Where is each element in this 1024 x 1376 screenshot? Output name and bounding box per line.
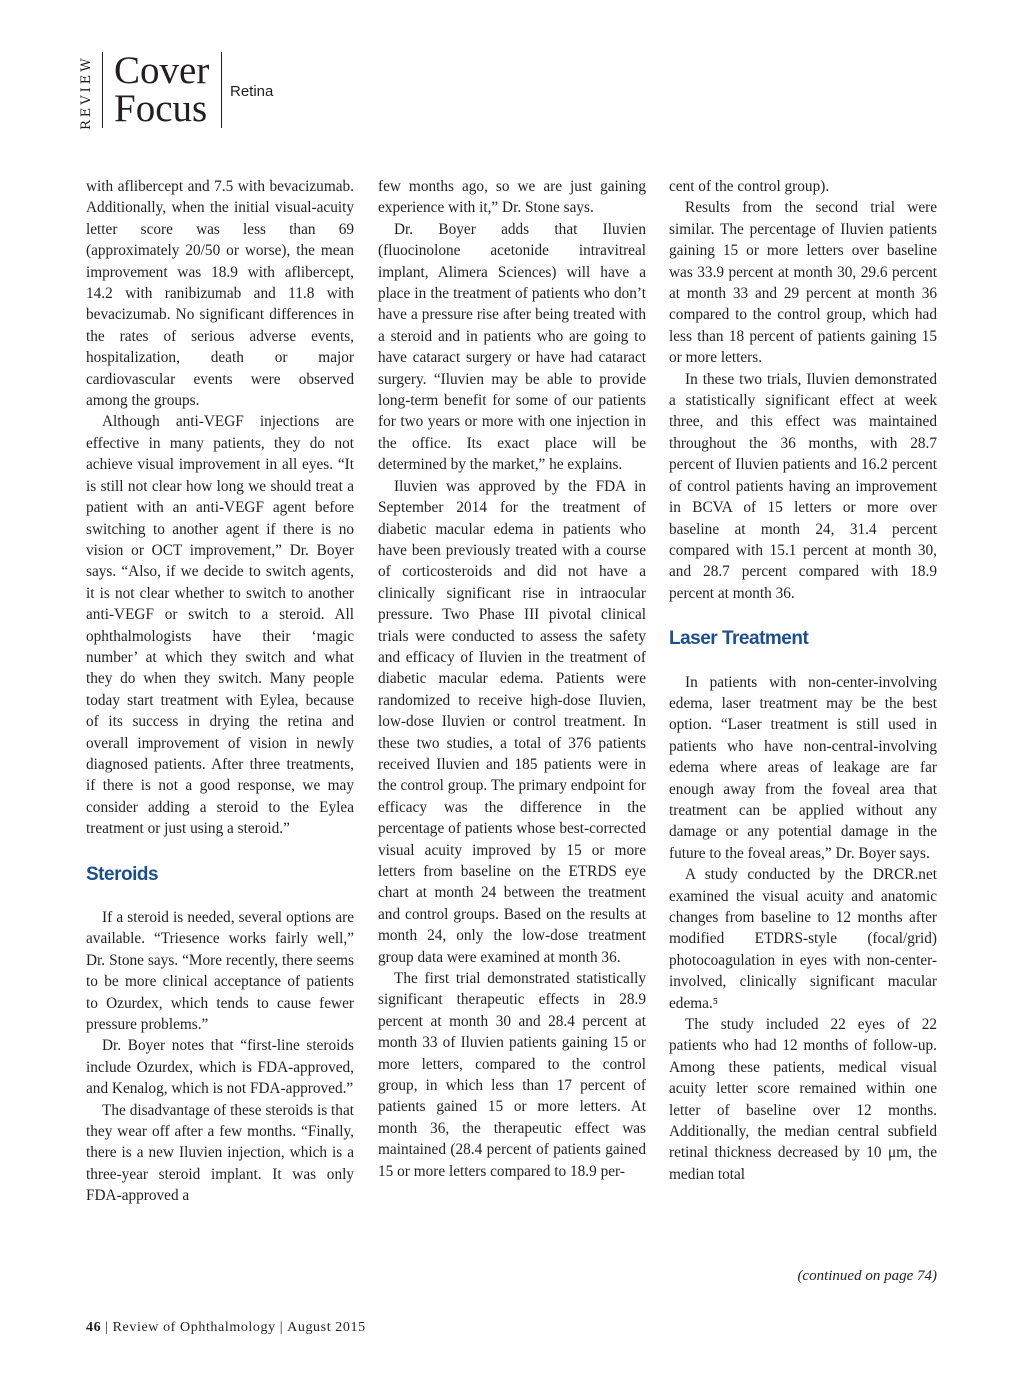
cover-focus-title-line1: Cover bbox=[114, 49, 210, 92]
footer-separator: | bbox=[105, 1320, 109, 1335]
publication-name: Review of Ophthalmology bbox=[112, 1320, 276, 1335]
article-paragraph: In patients with non-center-involving edema, laser treatment may be the best option. “Laser treatment is still used in patients who have non-central-involving edema where areas of leakage are far enough away from the foveal area that treatment can be applied without any damage or any potential damage in the future to the foveal areas,” Dr. Boyer says. bbox=[669, 673, 937, 862]
section-label: Retina bbox=[230, 83, 274, 100]
header-divider-left bbox=[102, 52, 103, 128]
page-footer bbox=[86, 1320, 366, 1336]
article-column-3 bbox=[669, 176, 937, 1185]
footer-separator: | bbox=[279, 1320, 284, 1335]
article-paragraph: A study conducted by the DRCR.net examined the visual acuity and anatomic changes from baseline to 12 months after modified ETDRS-style (focal/grid) photocoagulation in eyes with non-center-involved, clinically significant macular edema.⁵ bbox=[669, 866, 937, 1012]
article-paragraph: Dr. Boyer notes that “first-line steroids include Ozurdex, which is FDA-approved, and Kenalog, which is not FDA-approved.” bbox=[86, 1037, 354, 1098]
continued-note: (continued on page 74) bbox=[797, 1268, 937, 1284]
article-paragraph: few months ago, so we are just gaining experience with it,” Dr. Stone says. bbox=[378, 178, 646, 217]
article-paragraph: In these two trials, Iluvien demonstrated a statistically significant effect at week three, and this effect was maintained throughout the 36 months, with 28.7 percent of Iluvien patients and 16.2 percent of control patients having an improvement in BCVA of 15 letters or more over baseline at month 24, 31.4 percent compared with 15.1 percent at month 30, and 28.7 percent compared with 18.9 percent at month 36. bbox=[669, 370, 937, 602]
article-paragraph: Results from the second trial were similar. The percentage of Iluvien patients gaining 15 or more letters over baseline was 33.9 percent at month 30, 29.6 percent at month 33 and 29 percent at month 36 compared to the control group, which had less than 18 percent of patients gaining 15 or more letters. bbox=[669, 199, 937, 367]
article-paragraph: The disadvantage of these steroids is that they wear off after a few months. “Finally, there is a new Iluvien injection, which is a three-year steroid implant. It was only FDA-approved a bbox=[86, 1101, 354, 1205]
article-paragraph: Iluvien was approved by the FDA in September 2014 for the treatment of diabetic macular edema in patients who have been previously treated with a course of corticosteroids and did not have a clinically significant rise in intraocular pressure. Two Phase III pivotal clinical trials were conducted to assess the safety and efficacy of Iluvien in the treatment of diabetic macular edema. Patients were randomized to receive high-dose Iluvien, low-dose Iluvien or control treatment. In these two studies, a total of 376 patients received Iluvien and 185 patients were in the control group. The primary endpoint for efficacy was the difference in the percentage of patients whose best-corrected visual acuity improved by 15 or more letters from baseline on the ETRDS eye chart at month 24 between the treatment and control groups. Based on the results at month 24, only the low-dose treatment group data were examined at month 36. bbox=[378, 477, 646, 966]
article-paragraph: Dr. Boyer adds that Iluvien (fluocinolone acetonide intravitreal implant, Alimera Sciences) will have a place in the treatment of patients who don’t have a pressure rise after being treated with a steroid and in patients who are going to have cataract surgery or have had cataract surgery. “Iluvien may be able to provide long-term benefit for some of our patients for two years or more with one injection in the office. Its exact place will be determined by the market,” he explains. bbox=[378, 220, 646, 474]
article-paragraph: The first trial demonstrated statistically significant therapeutic effects in 28.9 percent at month 30 and 28.4 percent at month 33 of Iluvien patients gaining 15 or more letters, compared to the control group, in which less than 17 percent of patients gained 15 or more letters. At month 36, the therapeutic effect was maintained (28.4 percent of patients gained 15 or more letters compared to 18.9 per- bbox=[378, 970, 646, 1180]
header-divider-right bbox=[221, 52, 222, 128]
section-heading: Steroids bbox=[86, 863, 159, 885]
article-column-1 bbox=[86, 176, 354, 1207]
cover-focus-title bbox=[114, 49, 210, 130]
article-paragraph: The study included 22 eyes of 22 patients who had 12 months of follow-up. Among these patients, medical visual acuity letter score remained within one letter of baseline over 12 months. Additionally, the median central subfield retinal thickness decreased by 10 μm, the median total bbox=[669, 1016, 937, 1183]
article-paragraph: If a steroid is needed, several options are available. “Triesence works fairly well,” Dr. Stone says. “More recently, there seems to be more clinical acceptance of patients to Ozurdex, which tends to cause fewer pressure problems.” bbox=[86, 909, 354, 1034]
page-number: 46 bbox=[86, 1320, 102, 1335]
article-paragraph: Although anti-VEGF injections are effective in many patients, they do not achieve visual improvement in all eyes. “It is still not clear how long we should treat a patient with an anti-VEGF agent before switching to another agent if there is no vision or OCT improvement,” Dr. Boyer says. “Also, if we decide to switch agents, it is not clear whether to switch to another anti-VEGF or switch to a steroid. All ophthalmologists have their ‘magic number’ at which they switch and what they do when they switch. Many people today start treatment with Eylea, because of its success in drying the retina and overall improvement of vision in newly diagnosed patients. After three treatments, if there is not a good response, we may consider adding a steroid to the Eylea treatment or just using a steroid.” bbox=[86, 413, 354, 838]
section-heading: Laser Treatment bbox=[669, 628, 809, 650]
article-column-2 bbox=[378, 176, 646, 1182]
issue-date: August 2015 bbox=[287, 1320, 366, 1335]
article-paragraph: with aflibercept and 7.5 with bevacizumab. Additionally, when the initial visual-acuity letter score was less than 69 (approximately 20/50 or worse), the mean improvement was 18.9 with aflibercept, 14.2 with ranibizumab and 11.8 with bevacizumab. No significant differences in the rates of serious adverse events, hospitalization, death or major cardiovascular events were observed among the groups. bbox=[86, 178, 354, 410]
cover-focus-title-line2: Focus bbox=[114, 87, 208, 130]
review-label: REVIEW bbox=[79, 55, 94, 130]
article-paragraph: cent of the control group). bbox=[669, 178, 830, 195]
